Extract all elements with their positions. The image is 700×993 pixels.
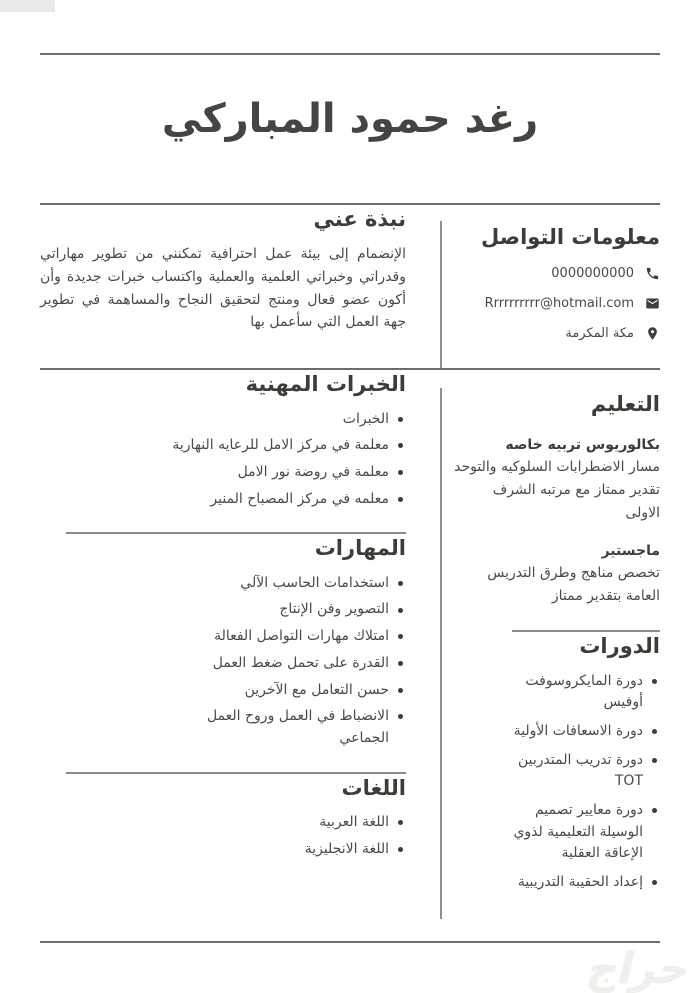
email-address: Rrrrrrrrrr@hotmail.com <box>484 296 634 312</box>
education-entry <box>454 541 660 608</box>
sidebar-education-courses <box>440 370 660 930</box>
course-item: دورة الاسعافات الأولية <box>488 721 660 743</box>
experience-title: الخبرات المهنية <box>245 372 406 397</box>
top-divider <box>40 53 660 55</box>
phone-icon <box>645 266 660 281</box>
contact-location <box>454 326 660 341</box>
skill-item: استخدامات الحاسب الآلي <box>156 573 406 595</box>
education-courses-section <box>440 388 660 918</box>
experience-item: معلمة في روضة نور الامل <box>156 462 406 484</box>
row-contact-about <box>40 205 660 368</box>
skill-item: التصوير وفن الإنتاج <box>156 599 406 621</box>
course-item: دورة تدريب المتدربين TOT <box>488 750 660 793</box>
contact-email <box>454 296 660 311</box>
language-item: اللغة الانجليزية <box>156 839 406 861</box>
language-item: اللغة العربية <box>156 812 406 834</box>
languages-title: اللغات <box>341 775 406 800</box>
email-icon <box>645 296 660 311</box>
location-text: مكة المكرمة <box>565 326 634 342</box>
degree-name: ماجستير <box>601 542 660 559</box>
contact-phone <box>454 266 660 281</box>
bottom-divider <box>40 941 660 943</box>
skill-item: الانضباط في العمل وروح العمل الجماعي <box>156 706 406 749</box>
experience-item: الخبرات <box>156 409 406 431</box>
sidebar-contact <box>440 205 660 368</box>
row-details <box>40 370 660 930</box>
about-text: الإنضمام إلى بيئة عمل احترافية تمكنني من تطوير مهاراتي وقدراتي وخبراتي العلمية والعملية واكتساب خبرات جديدة وأن أكون عضو فعال ومنتج لتحقيق النجاح والمساهمة في تطوير جهة العمل التي سأعمل بها <box>40 246 406 331</box>
about-title: نبذة عني <box>313 207 406 231</box>
degree-details: مسار الاضطرابات السلوكيه والتوحد تقدير ممتاز مع مرتبه الشرف الاولى <box>454 458 660 521</box>
skills-list <box>156 573 406 750</box>
experience-item: معلمه في مركز المصباح المنير <box>156 489 406 511</box>
course-item: دورة معايير تصميم الوسيلة التعليمية لذوي الإعاقة العقلية <box>488 800 660 865</box>
skills-title: المهارات <box>314 536 406 561</box>
degree-details: تخصص مناهج وطرق التدريس العامة بتقدير ممتاز <box>487 564 660 605</box>
course-item: إعداد الحقيبة التدريبية <box>488 872 660 894</box>
course-item: دورة المايكروسوفت أوفيس <box>488 671 660 714</box>
scan-artifact <box>0 0 55 12</box>
languages-list <box>156 812 406 860</box>
location-icon <box>645 326 660 341</box>
experience-column <box>40 370 440 930</box>
skill-item: امتلاك مهارات التواصل الفعالة <box>156 626 406 648</box>
contact-title: معلومات التواصل <box>481 225 660 249</box>
person-name: رغد حمود المباركي <box>161 96 539 142</box>
education-entry <box>454 435 660 525</box>
contact-section <box>440 221 660 368</box>
courses-list <box>488 671 660 894</box>
courses-title: الدورات <box>579 634 660 659</box>
phone-number: 0000000000 <box>551 266 634 282</box>
experience-list <box>156 409 406 511</box>
skill-item: حسن التعامل مع الآخرين <box>156 680 406 702</box>
experience-item: معلمة في مركز الامل للرعايه النهارية <box>156 435 406 457</box>
degree-name: بكالوريوس تربيه خاصه <box>505 436 660 453</box>
skill-item: القدرة على تحمل ضغط العمل <box>156 653 406 675</box>
haraj-watermark: حراج <box>582 944 697 993</box>
about-column <box>40 205 440 368</box>
education-title: التعليم <box>590 392 660 417</box>
